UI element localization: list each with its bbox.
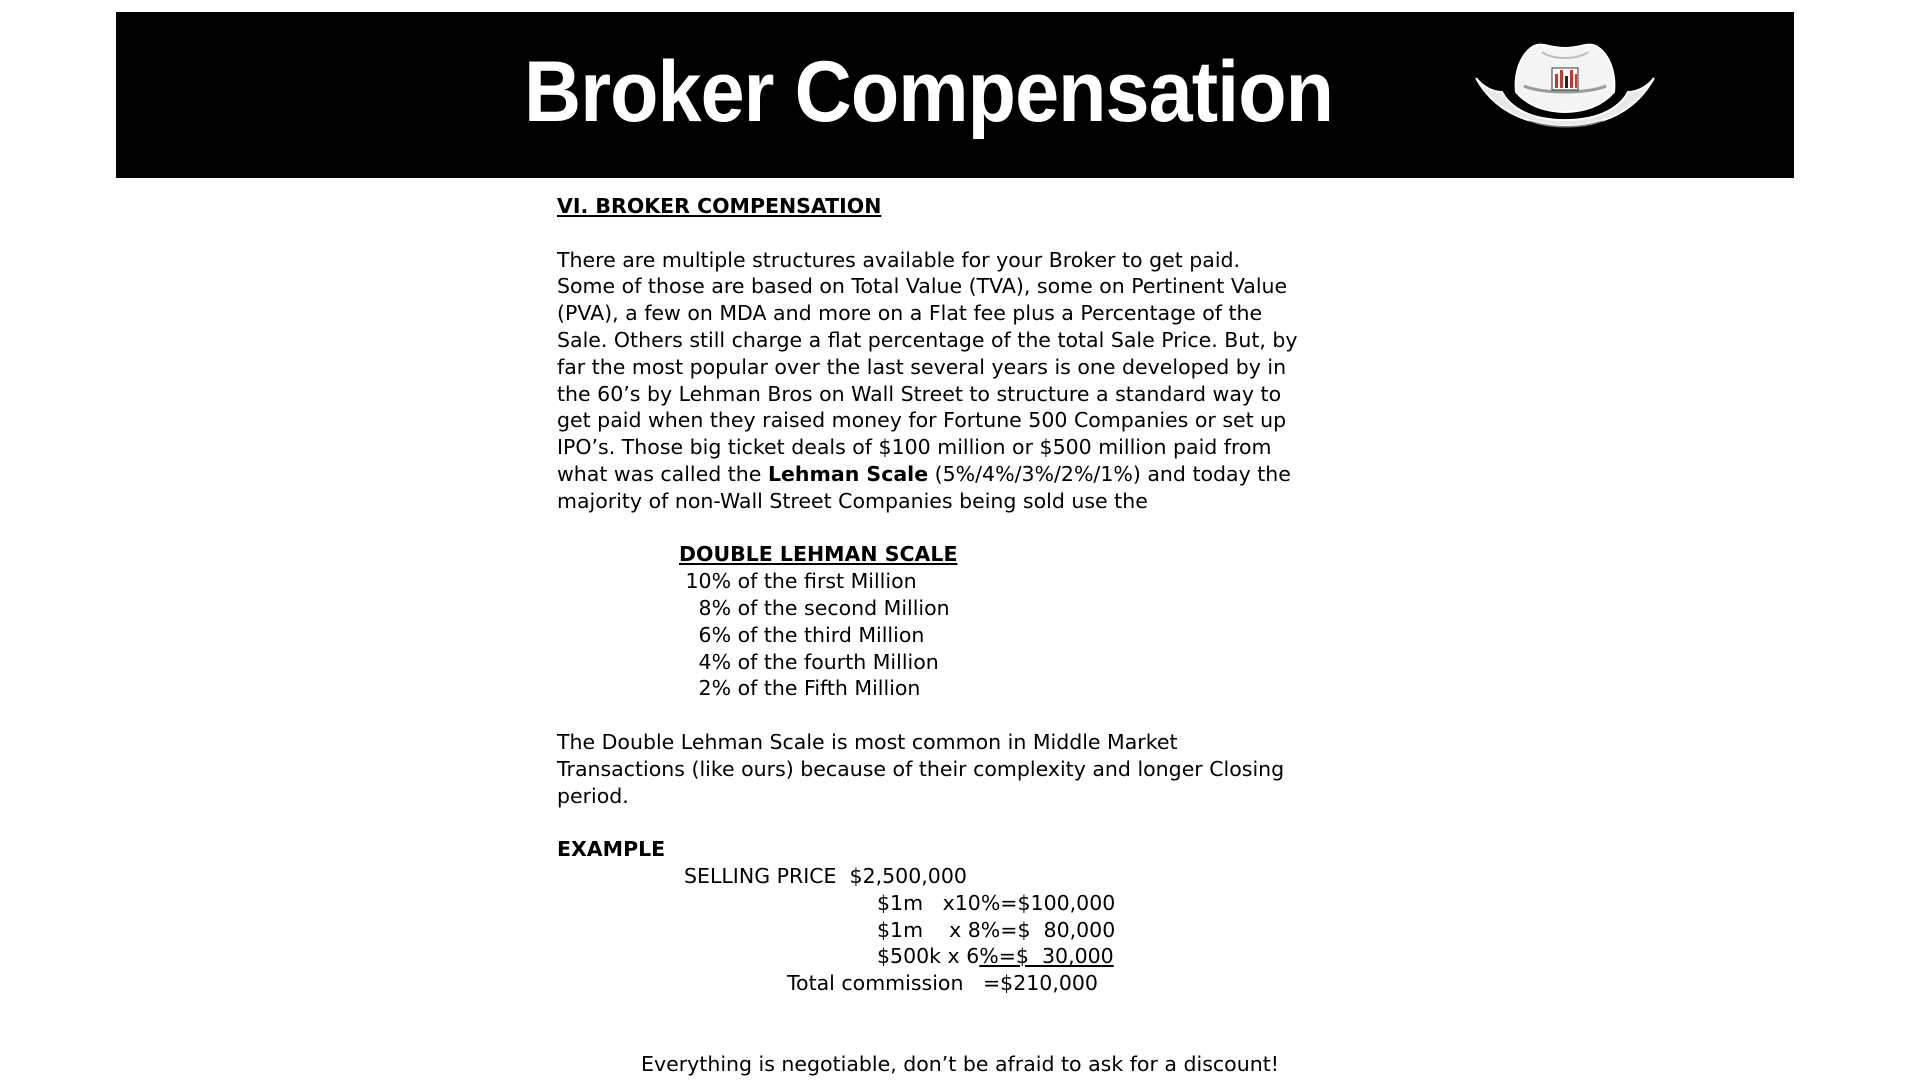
intro-line: IPO’s. Those big ticket deals of $100 million or $500 million paid from xyxy=(557,435,1272,460)
document-body xyxy=(557,193,1417,997)
intro-line: the 60’s by Lehman Bros on Wall Street to structure a standard way to xyxy=(557,381,1282,406)
scale-line: 2% of the Fifth Million xyxy=(679,676,921,701)
intro-line: get paid when they raised money for Fortune 500 Companies or set up xyxy=(557,408,1287,433)
intro-text: (5%/4%/3%/2%/1%) and today the xyxy=(928,461,1291,486)
double-lehman-scale xyxy=(679,541,1417,702)
footer-note: Everything is negotiable, don’t be afraid to ask for a discount! xyxy=(641,1052,1279,1076)
intro-line: majority of non-Wall Street Companies being sold use the xyxy=(557,488,1148,513)
example-label: EXAMPLE xyxy=(557,837,666,862)
calc-line-3-text: $500k x 6 xyxy=(877,944,980,969)
example-calculation xyxy=(557,863,1417,997)
calc-line-1: $1m x10%=$100,000 xyxy=(877,890,1116,915)
calc-line-3-underlined: %=$ 30,000 xyxy=(979,944,1114,969)
scale-line: 10% of the first Million xyxy=(679,569,917,594)
calc-line-3 xyxy=(877,943,1114,970)
intro-line xyxy=(557,461,1397,488)
lehman-scale-term: Lehman Scale xyxy=(767,461,929,486)
selling-price: SELLING PRICE $2,500,000 xyxy=(684,863,967,888)
summary-line: Transactions (like ours) because of their complexity and longer Closing xyxy=(557,756,1285,781)
intro-text: what was called the xyxy=(557,461,768,486)
scale-title: DOUBLE LEHMAN SCALE xyxy=(679,542,958,567)
intro-line: far the most popular over the last several years is one developed by in xyxy=(557,354,1287,379)
cowboy-hat-logo-icon xyxy=(1472,34,1658,154)
summary-line: period. xyxy=(557,783,629,808)
intro-line: Sale. Others still charge a flat percentage of the total Sale Price. But, by xyxy=(557,327,1298,352)
banner-title: Broker Compensation xyxy=(524,44,1334,140)
summary-paragraph xyxy=(557,729,1397,809)
section-heading: VI. BROKER COMPENSATION xyxy=(557,194,882,218)
scale-line: 6% of the third Million xyxy=(679,622,925,647)
scale-line: 8% of the second Million xyxy=(679,595,950,620)
intro-line: (PVA), a few on MDA and more on a Flat fee plus a Percentage of the xyxy=(557,301,1263,326)
calc-line-2: $1m x 8%=$ 80,000 xyxy=(877,917,1116,942)
total-commission: Total commission =$210,000 xyxy=(787,971,1098,996)
intro-paragraph xyxy=(557,247,1397,515)
intro-line: Some of those are based on Total Value (TVA), some on Pertinent Value xyxy=(557,274,1288,299)
scale-line: 4% of the fourth Million xyxy=(679,649,939,674)
summary-line: The Double Lehman Scale is most common in Middle Market xyxy=(557,729,1178,754)
intro-line: There are multiple structures available for your Broker to get paid. xyxy=(557,247,1241,272)
header-banner xyxy=(116,12,1794,178)
